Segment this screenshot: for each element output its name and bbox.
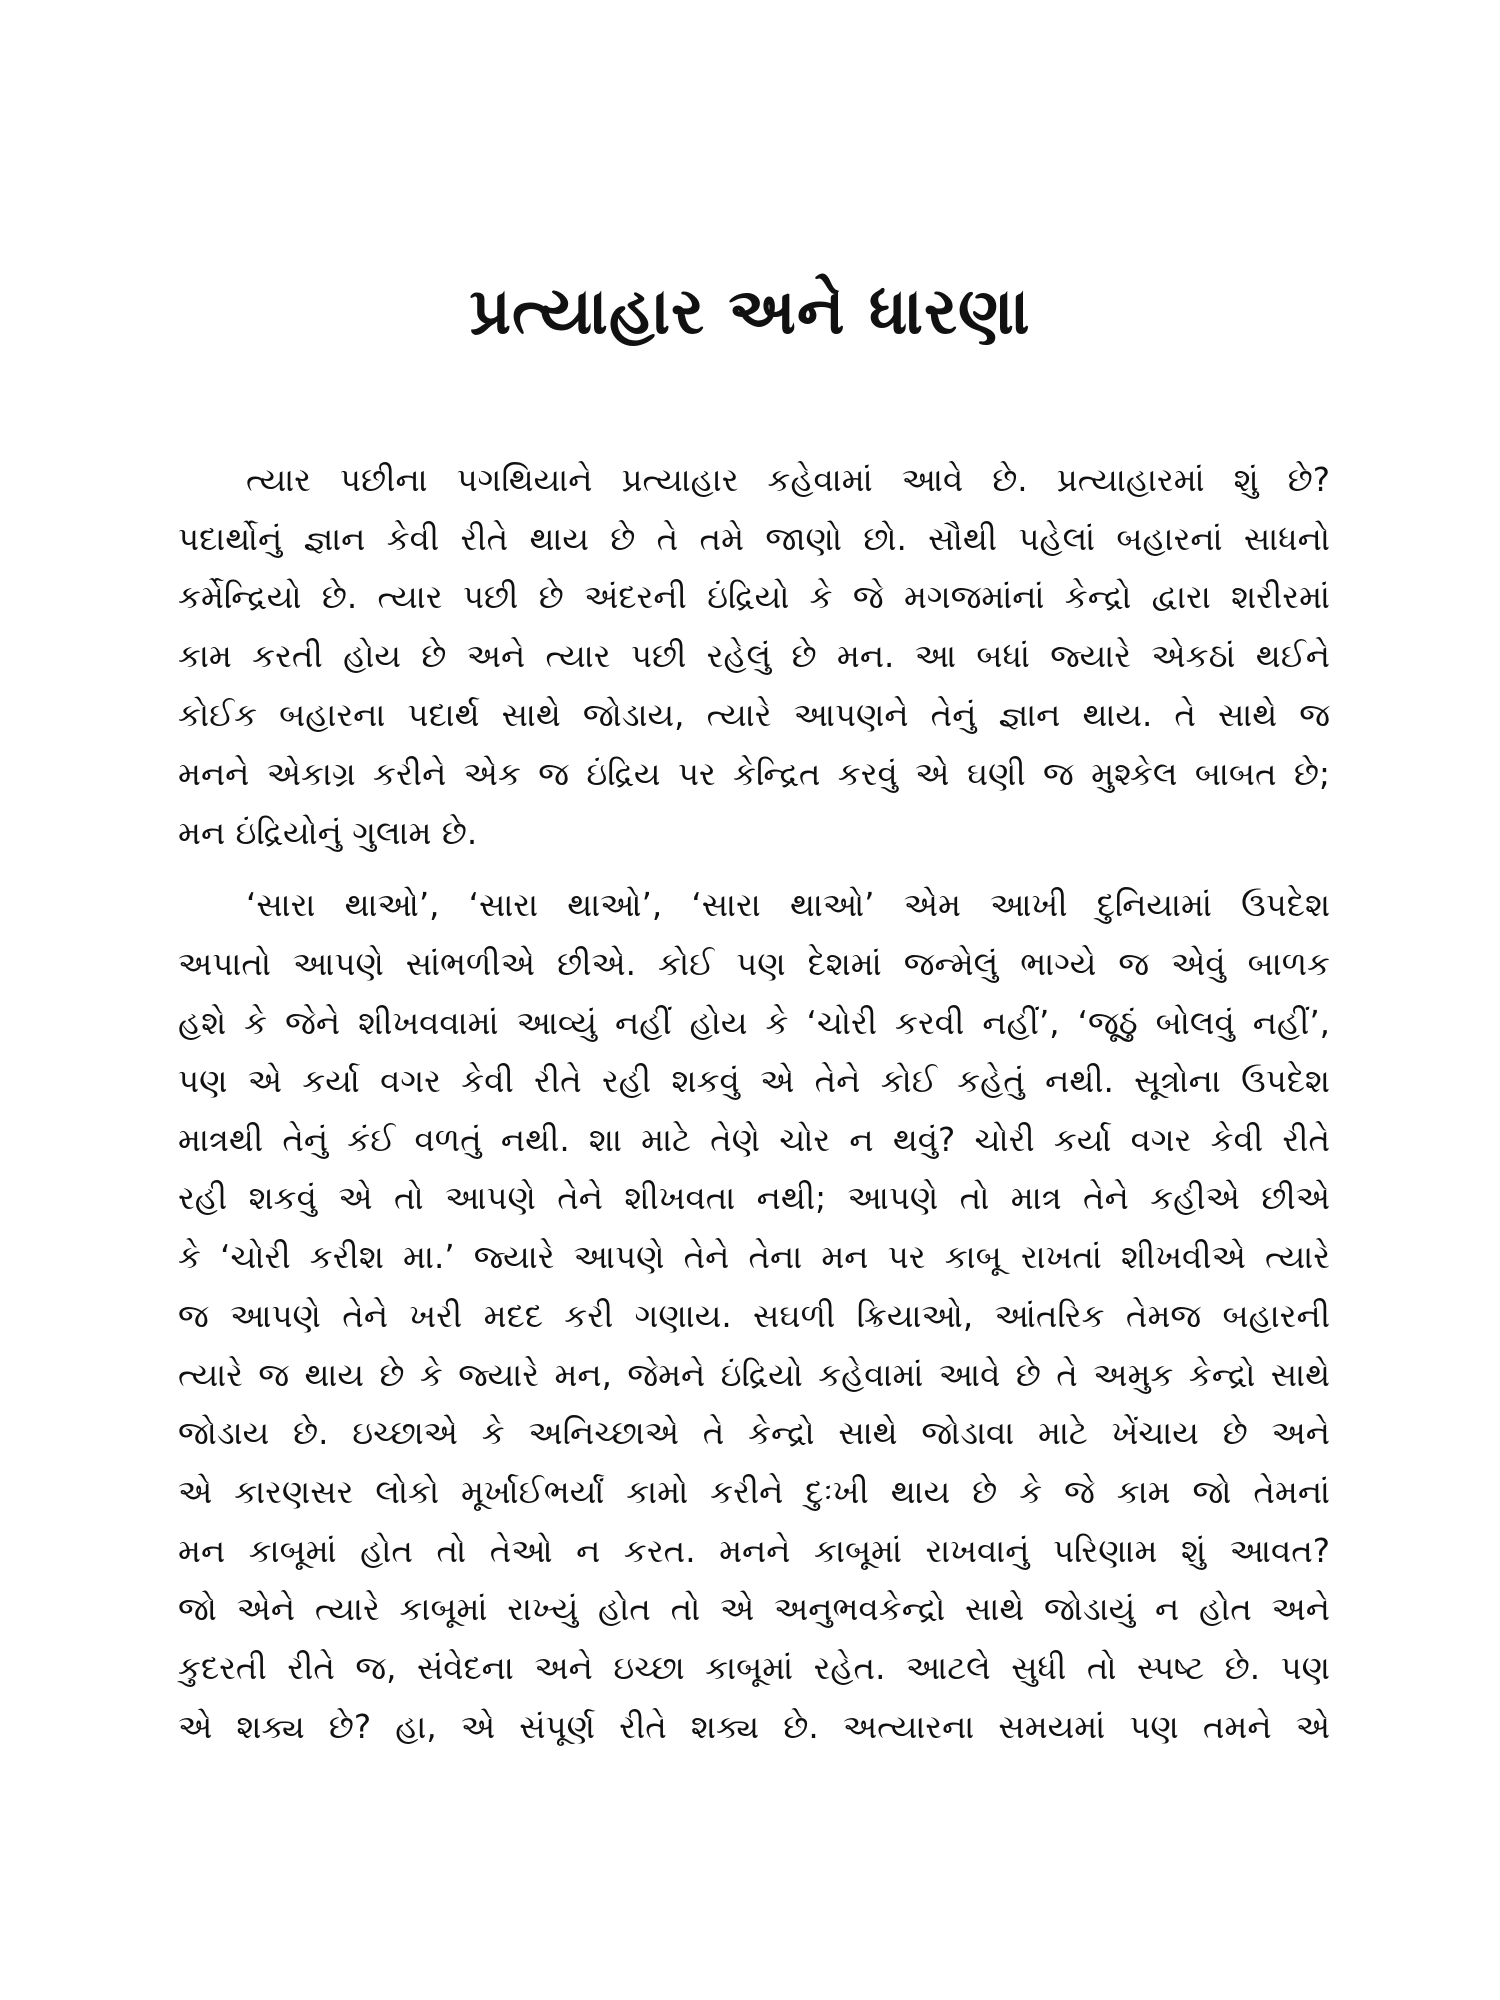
text-line: ‘સારા થાઓ’, ‘સારા થાઓ’, ‘સારા થાઓ’ એમ આખી દુનિયામાં ઉપદેશ <box>246 886 1330 924</box>
text-line: મનને એકાગ્ર કરીને એક જ ઇંદ્રિય પર કેન્દ્રિત કરવું એ ઘણી જ મુશ્કેલ બાબત છે; <box>178 755 1330 793</box>
text-line: કુદરતી રીતે જ, સંવેદના અને ઇચ્છા કાબૂમાં રહેત. આટલે સુધી તો સ્પષ્ટ છે. પણ <box>178 1649 1330 1687</box>
text-line: પદાર્થોનું જ્ઞાન કેવી રીતે થાય છે તે તમે જાણો છો. સૌથી પહેલાં બહારનાં સાધનો <box>178 520 1330 558</box>
text-line: માત્રથી તેનું કંઈ વળતું નથી. શા માટે તેણે ચોર ન થવું? ચોરી કર્યા વગર કેવી રીતે <box>178 1121 1330 1159</box>
text-line: કર્મેન્દ્રિયો છે. ત્યાર પછી છે અંદરની ઇંદ્રિયો કે જે મગજમાંનાં કેન્દ્રો દ્વારા શરીરમાં <box>178 578 1330 616</box>
text-line: જો એને ત્યારે કાબૂમાં રાખ્યું હોત તો એ અનુભવકેન્દ્રો સાથે જોડાયું ન હોત અને <box>178 1590 1330 1628</box>
text-line: અપાતો આપણે સાંભળીએ છીએ. કોઈ પણ દેશમાં જન્મેલું ભાગ્યે જ એવું બાળક <box>178 945 1330 983</box>
text-line: રહી શકવું એ તો આપણે તેને શીખવતા નથી; આપણે તો માત્ર તેને કહીએ છીએ <box>178 1179 1330 1217</box>
text-line: ત્યાર પછીના પગથિયાને પ્રત્યાહાર કહેવામાં આવે છે. પ્રત્યાહારમાં શું છે? <box>246 461 1330 499</box>
text-line: કોઈક બહારના પદાર્થ સાથે જોડાય, ત્યારે આપણને તેનું જ્ઞાન થાય. તે સાથે જ <box>178 696 1330 734</box>
text-line: ત્યારે જ થાય છે કે જ્યારે મન, જેમને ઇંદ્રિયો કહેવામાં આવે છે તે અમુક કેન્દ્રો સાથે <box>178 1356 1330 1394</box>
text-line: જોડાય છે. ઇચ્છાએ કે અનિચ્છાએ તે કેન્દ્રો સાથે જોડાવા માટે ખેંચાય છે અને <box>178 1414 1330 1452</box>
text-line: એ શક્ય છે? હા, એ સંપૂર્ણ રીતે શક્ય છે. અત્યારના સમયમાં પણ તમને એ <box>178 1708 1330 1746</box>
text-line: કે ‘ચોરી કરીશ મા.’ જ્યારે આપણે તેને તેના મન પર કાબૂ રાખતાં શીખવીએ ત્યારે <box>178 1238 1330 1276</box>
text-line: પણ એ કર્યા વગર કેવી રીતે રહી શકવું એ તેને કોઈ કહેતું નથી. સૂત્રોના ઉપદેશ <box>178 1062 1330 1100</box>
text-line: એ કારણસર લોકો મૂર્ખાઈભર્યાં કામો કરીને દુઃખી થાય છે કે જે કામ જો તેમનાં <box>178 1473 1330 1511</box>
text-line: મન કાબૂમાં હોત તો તેઓ ન કરત. મનને કાબૂમાં રાખવાનું પરિણામ શું આવત? <box>178 1532 1330 1570</box>
text-line: મન ઇંદ્રિયોનું ગુલામ છે. <box>178 814 478 852</box>
text-line: હશે કે જેને શીખવવામાં આવ્યું નહીં હોય કે ‘ચોરી કરવી નહીં’, ‘જૂઠું બોલવું નહીં’, <box>178 1004 1330 1042</box>
chapter-title: પ્રત્યાહાર અને ધારણા <box>469 275 1031 349</box>
text-line: કામ કરતી હોય છે અને ત્યાર પછી રહેલું છે મન. આ બધાં જ્યારે એકઠાં થઈને <box>178 637 1330 675</box>
text-line: જ આપણે તેને ખરી મદદ કરી ગણાય. સઘળી ક્રિયાઓ, આંતરિક તેમજ બહારની <box>178 1297 1330 1335</box>
